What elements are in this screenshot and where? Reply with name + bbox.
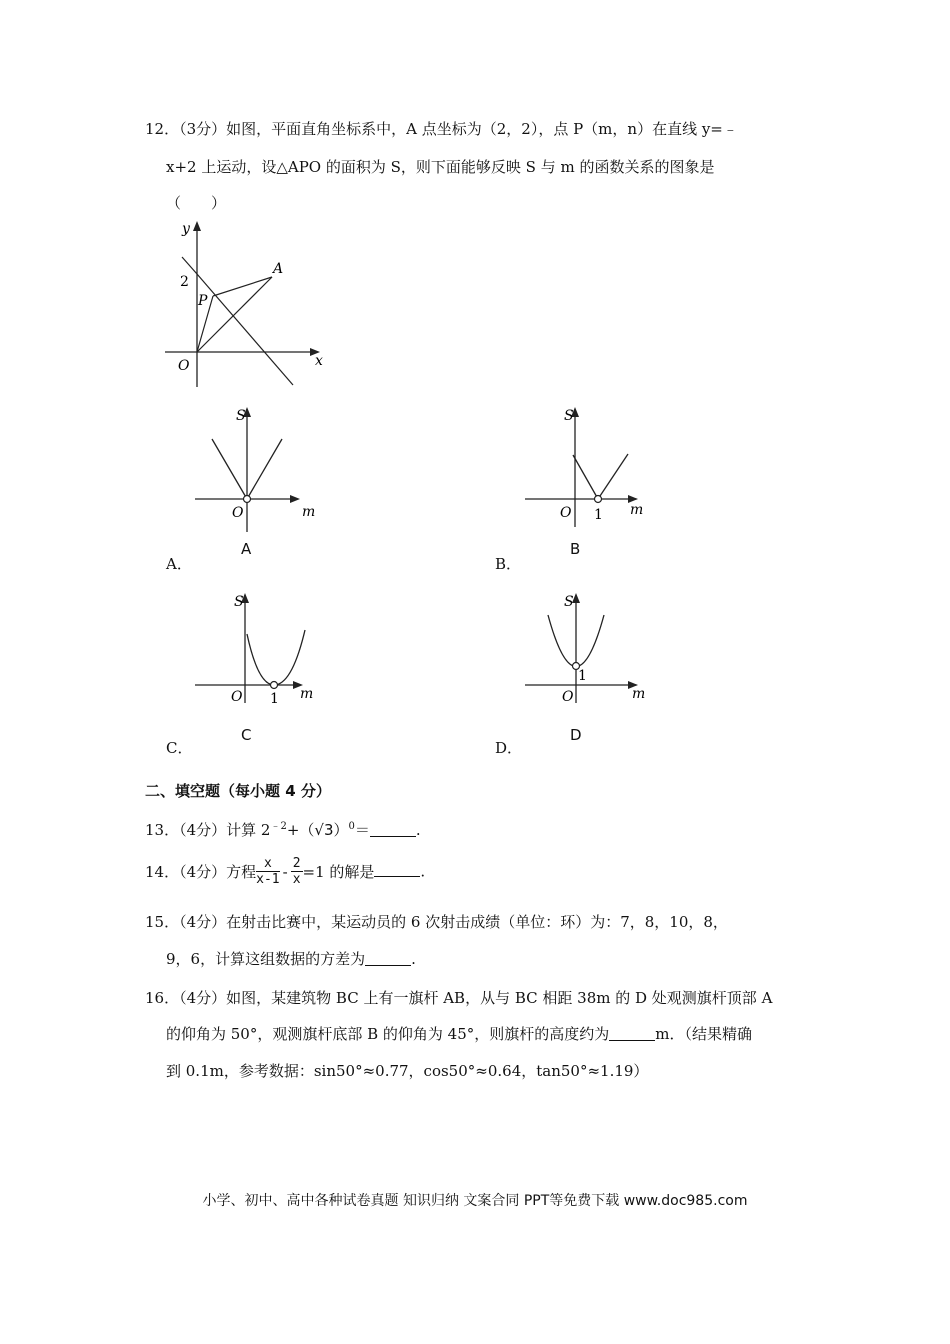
- q14-frac1-num: x: [256, 856, 279, 872]
- fig-two-label: 2: [180, 274, 189, 290]
- option-b-o-label: O: [560, 505, 572, 521]
- fig-x-label: x: [315, 353, 323, 369]
- q15-line1: 15．（4分）在射击比赛中，某运动员的 6 次射击成绩（单位：环）为：7，8，10，8，: [145, 913, 728, 931]
- option-b-s-label: S: [564, 408, 574, 424]
- option-a-letter: A．: [166, 555, 192, 573]
- option-b-caption: B: [570, 540, 581, 558]
- option-b-m-label: m: [630, 502, 644, 518]
- q15-end: .: [411, 950, 416, 968]
- option-d-o-label: O: [562, 689, 574, 705]
- q14-frac1-den: x-1: [256, 872, 280, 887]
- option-d-letter: D．: [495, 739, 523, 757]
- q14-prefix: 14．（4分）方程: [145, 863, 257, 881]
- option-b-letter: B．: [495, 555, 522, 573]
- option-c-s-label: S: [234, 594, 244, 610]
- option-c-m-label: m: [300, 686, 314, 702]
- q13-line: [145, 817, 421, 840]
- option-c-one-label: 1: [270, 691, 279, 707]
- q16-line3: 到 0.1m，参考数据：sin50°≈0.77，cos50°≈0.64，tan50°≈1.19）: [166, 1062, 649, 1080]
- option-c-caption: C: [241, 726, 252, 744]
- option-d-caption: D: [570, 726, 582, 744]
- q16-line2-b: m．（结果精确: [655, 1025, 753, 1043]
- option-d-s-label: S: [564, 594, 574, 610]
- q13-exp: ﹣2: [270, 821, 287, 832]
- option-c-graph: [190, 588, 320, 748]
- option-b-one-label: 1: [594, 507, 603, 523]
- q14-minus: -: [282, 862, 288, 881]
- q15-answer-blank[interactable]: [365, 964, 411, 966]
- q13-eq: ＝: [354, 821, 370, 839]
- fig-a-label: A: [273, 261, 284, 277]
- q13-prefix: 13．（4分）计算 2: [145, 821, 271, 839]
- q12-line3: （ ）: [166, 194, 227, 212]
- q13-exp0: 0: [348, 821, 355, 832]
- q13-close: ）: [333, 821, 349, 839]
- option-a-caption: A: [241, 540, 252, 558]
- option-d-m-label: m: [632, 686, 646, 702]
- q14-suffix: =1 的解是: [302, 863, 375, 881]
- option-a-o-label: O: [232, 505, 244, 521]
- option-c-o-label: O: [231, 689, 243, 705]
- q12-line1: 12．（3分）如图，平面直角坐标系中，A 点坐标为（2，2），点 P（m，n）在直线 y=﹣: [145, 120, 738, 138]
- fig-o-label: O: [178, 358, 190, 374]
- q13-sqrt: √3: [314, 821, 334, 839]
- q14-answer-blank[interactable]: [374, 875, 420, 877]
- q12-coordinate-figure: [160, 215, 335, 390]
- q14-line: [145, 856, 425, 887]
- option-b-graph: [520, 402, 650, 562]
- option-d-one-label: 1: [578, 668, 587, 684]
- option-d-graph: [520, 588, 650, 748]
- q14-end: .: [420, 862, 426, 881]
- q15-line2-wrap: [166, 948, 416, 969]
- q16-answer-blank[interactable]: [609, 1039, 655, 1041]
- q15-line2: 9，6，计算这组数据的方差为: [166, 950, 366, 968]
- option-c-letter: C．: [166, 739, 193, 757]
- section-title: 二、填空题（每小题 4 分）: [145, 782, 331, 800]
- q14-fraction-1: [256, 856, 279, 887]
- fig-p-label: P: [198, 293, 208, 309]
- q16-line1: 16．（4分）如图，某建筑物 BC 上有一旗杆 AB，从与 BC 相距 38m 的 D 处观测旗杆顶部 A: [145, 989, 773, 1007]
- q13-mid: +（: [286, 821, 315, 839]
- fig-y-label: y: [182, 221, 190, 237]
- option-a-m-label: m: [302, 504, 316, 520]
- q14-frac2-num: 2: [292, 856, 301, 871]
- option-a-s-label: S: [236, 408, 246, 424]
- q16-line2-a: 的仰角为 50°，观测旗杆底部 B 的仰角为 45°，则旗杆的高度约为: [166, 1025, 610, 1043]
- q12-line2: x+2 上运动，设△APO 的面积为 S，则下面能够反映 S 与 m 的函数关系的图象是: [166, 158, 715, 176]
- q14-frac2-den: x: [292, 872, 301, 887]
- q13-end: .: [415, 821, 421, 839]
- q13-answer-blank[interactable]: [370, 835, 416, 837]
- page-footer: 小学、初中、高中各种试卷真题 知识归纳 文案合同 PPT等免费下载 www.doc985.com: [202, 1193, 748, 1209]
- q16-line2-wrap: [166, 1023, 752, 1044]
- q14-fraction-2: [291, 856, 303, 887]
- option-a-graph: [190, 402, 320, 562]
